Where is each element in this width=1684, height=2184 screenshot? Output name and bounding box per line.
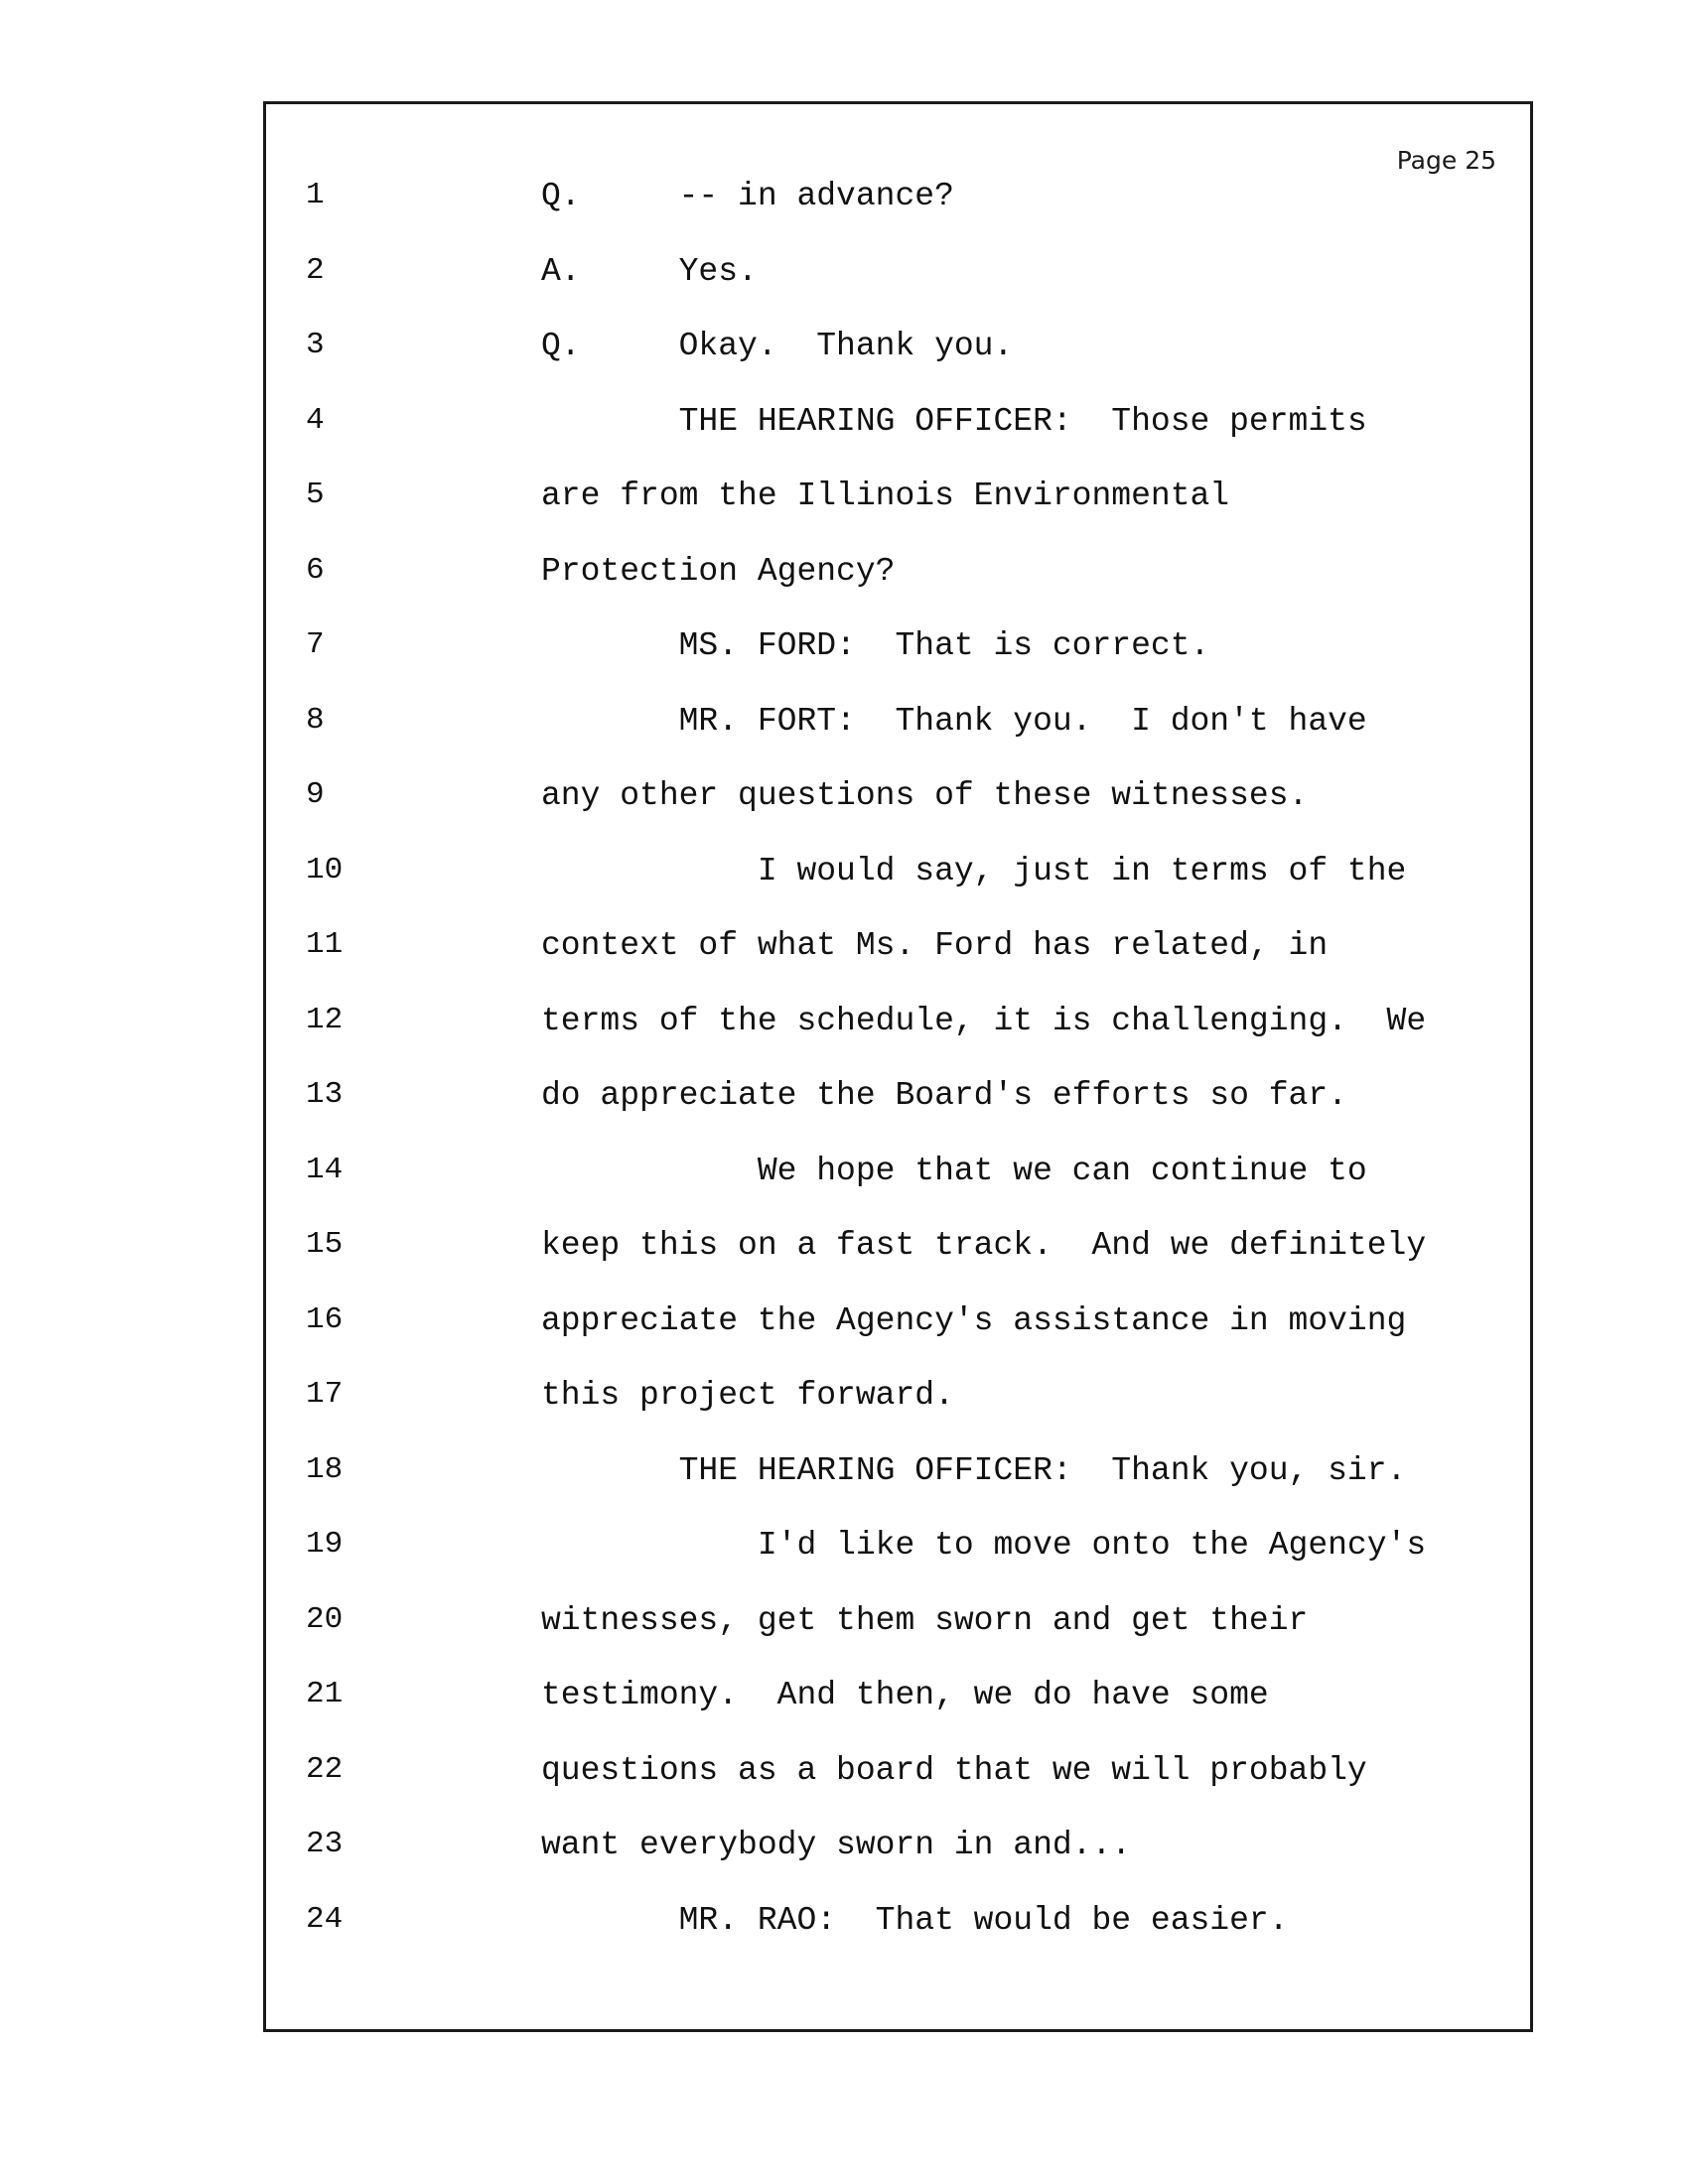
line-text: any other questions of these witnesses. [541,777,1309,814]
line-text: Q. -- in advance? [541,178,954,214]
transcript-line [266,178,1530,217]
line-number: 18 [306,1451,344,1487]
transcript-line [266,627,1530,667]
line-number: 17 [306,1377,344,1412]
line-number: 15 [306,1227,344,1262]
line-text: do appreciate the Board's efforts so far. [541,1077,1347,1114]
line-number: 13 [306,1077,344,1112]
transcript-line [266,1452,1530,1492]
line-text: terms of the schedule, it is challenging. We [541,1002,1427,1039]
line-text: are from the Illinois Environmental [541,478,1230,514]
transcript-page [263,101,1533,2032]
line-text: appreciate the Agency's assistance in moving [541,1301,1407,1339]
line-number: 21 [306,1677,344,1711]
line-text: THE HEARING OFFICER: Thank you, sir. [541,1451,1407,1489]
line-number: 20 [306,1601,344,1637]
line-text: I'd like to move onto the Agency's [541,1527,1427,1564]
transcript-line [266,1602,1530,1642]
transcript-line [266,1227,1530,1267]
line-text: MR. FORT: Thank you. I don't have [541,702,1367,740]
line-text: THE HEARING OFFICER: Those permits [541,402,1367,440]
line-number: 1 [306,178,325,212]
transcript-line [266,1752,1530,1792]
line-number: 10 [306,852,344,887]
line-text: I would say, just in terms of the [541,852,1407,889]
transcript-line [266,1902,1530,1942]
transcript-line [266,777,1530,817]
line-number: 12 [306,1002,344,1037]
transcript-line [266,1077,1530,1117]
line-number: 19 [306,1527,344,1562]
transcript-line [266,1003,1530,1042]
transcript-line [266,1827,1530,1866]
line-text: keep this on a fast track. And we definitely [541,1227,1427,1264]
line-number: 23 [306,1827,344,1861]
line-text: A. Yes. [541,252,758,290]
transcript-line [266,703,1530,743]
transcript-line [266,1377,1530,1417]
line-number: 22 [306,1751,344,1787]
line-text: want everybody sworn in and... [541,1827,1132,1863]
line-number: 8 [306,702,325,738]
transcript-line [266,853,1530,892]
line-number: 6 [306,552,325,588]
line-number: 14 [306,1152,344,1187]
line-number: 3 [306,328,325,362]
page-number: Page 25 [1396,146,1496,175]
line-text: MS. FORD: That is correct. [541,627,1210,664]
transcript-line [266,1527,1530,1567]
transcript-line [266,253,1530,293]
line-text: context of what Ms. Ford has related, in [541,927,1329,964]
line-number: 2 [306,252,325,288]
line-text: testimony. And then, we do have some [541,1677,1269,1713]
line-text: this project forward. [541,1377,954,1414]
transcript-line [266,553,1530,593]
line-number: 5 [306,478,325,512]
transcript-line [266,403,1530,443]
line-number: 4 [306,402,325,438]
transcript-line [266,1677,1530,1716]
line-text: We hope that we can continue to [541,1152,1367,1189]
line-text: Q. Okay. Thank you. [541,328,1014,364]
line-text: MR. RAO: That would be easier. [541,1901,1289,1939]
line-text: Protection Agency? [541,552,896,590]
line-number: 16 [306,1301,344,1337]
line-text: questions as a board that we will probably [541,1751,1367,1789]
line-number: 9 [306,777,325,812]
transcript-line [266,328,1530,367]
transcript-line [266,927,1530,967]
line-number: 7 [306,627,325,662]
transcript-line [266,1302,1530,1342]
transcript-line [266,1153,1530,1192]
line-number: 11 [306,927,344,962]
line-text: witnesses, get them sworn and get their [541,1601,1309,1639]
line-number: 24 [306,1901,344,1937]
transcript-line [266,478,1530,517]
